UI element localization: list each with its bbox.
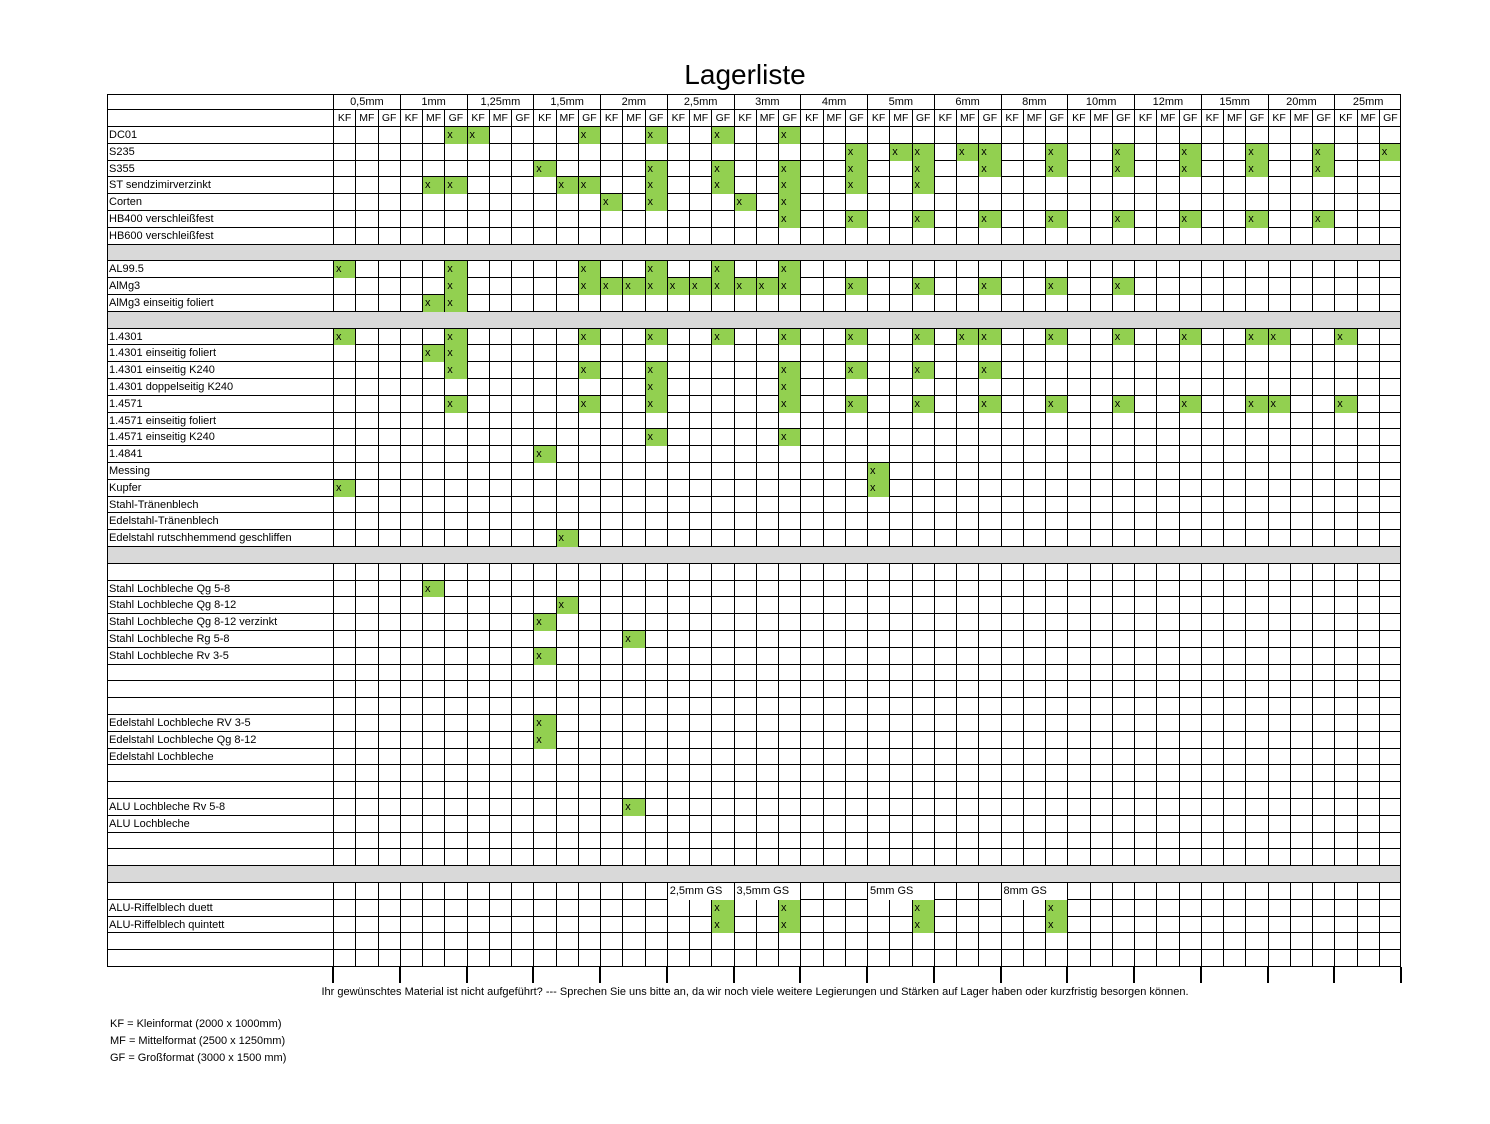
thickness-header: 2,5mm — [667, 94, 734, 110]
format-header: KF — [533, 110, 555, 127]
stock-mark-cell: x — [622, 631, 644, 648]
row-label: 1.4301 doppelseitig K240 — [109, 381, 234, 393]
stock-mark-cell: x — [1179, 161, 1201, 178]
format-header: GF — [1179, 110, 1201, 127]
format-header: MF — [1357, 110, 1379, 127]
stock-mark-cell: x — [778, 379, 800, 396]
stock-mark-cell: x — [645, 194, 667, 211]
stock-mark-cell: x — [444, 261, 466, 278]
stock-mark-cell: x — [578, 362, 600, 379]
stock-mark-cell: x — [1045, 329, 1067, 346]
format-header: MF — [1090, 110, 1112, 127]
stock-mark-cell: x — [711, 278, 733, 295]
row-label: Stahl Lochbleche Qg 5-8 — [109, 582, 231, 595]
stock-mark-cell: x — [645, 362, 667, 379]
row-label: 1.4571 — [109, 397, 143, 410]
stock-mark-cell: x — [845, 144, 867, 161]
stock-mark-cell: x — [889, 144, 911, 161]
stock-mark-cell: x — [1045, 161, 1067, 178]
stock-mark-cell: x — [422, 581, 444, 598]
format-header: GF — [978, 110, 1000, 127]
stock-mark-cell: x — [912, 161, 934, 178]
row-label: AlMg3 — [109, 280, 141, 293]
stock-mark-cell: x — [533, 715, 555, 732]
format-header: MF — [622, 110, 644, 127]
format-header: KF — [1067, 110, 1089, 127]
format-header: GF — [1045, 110, 1067, 127]
format-header: MF — [1156, 110, 1178, 127]
legend-gf: GF = Großformat (3000 x 1500 mm) — [110, 1052, 287, 1064]
format-header: MF — [756, 110, 778, 127]
row-label: Stahl Lochbleche Rg 5-8 — [109, 633, 230, 645]
stock-mark-cell: x — [778, 194, 800, 211]
thickness-header: 4mm — [800, 94, 867, 110]
stock-mark-cell: x — [734, 278, 756, 295]
stock-mark-cell: x — [978, 161, 1000, 178]
row-label: ST sendzimirverzinkt — [109, 179, 211, 192]
stock-mark-cell: x — [422, 345, 444, 362]
stock-mark-cell: x — [578, 177, 600, 194]
stock-mark-cell: x — [912, 177, 934, 194]
group-divider-tick — [532, 967, 534, 983]
stock-mark-cell: x — [1112, 161, 1134, 178]
group-divider-tick — [933, 967, 935, 983]
row-label: Edelstahl Lochbleche Qg 8-12 — [109, 733, 257, 746]
table-frame — [107, 94, 1401, 967]
stock-mark-cell: x — [600, 278, 622, 295]
stock-mark-cell: x — [444, 345, 466, 362]
stock-mark-cell: x — [556, 177, 578, 194]
format-header: KF — [934, 110, 956, 127]
stock-mark-cell: x — [711, 917, 733, 934]
riffel-thickness-header: 3,5mm GS — [734, 883, 801, 900]
legend-mf: MF = Mittelformat (2500 x 1250mm) — [110, 1035, 286, 1047]
stock-mark-cell: x — [711, 261, 733, 278]
stock-mark-cell: x — [711, 177, 733, 194]
stock-mark-cell: x — [622, 278, 644, 295]
stock-mark-cell: x — [845, 177, 867, 194]
row-label: Edelstahl Lochbleche — [109, 750, 214, 763]
group-divider-tick — [666, 967, 668, 983]
stock-mark-cell: x — [444, 362, 466, 379]
thickness-header: 3mm — [734, 94, 801, 110]
format-header: MF — [1023, 110, 1045, 127]
stock-mark-cell: x — [1268, 329, 1290, 346]
group-divider-tick — [466, 967, 468, 983]
row-label: 1.4301 einseitig K240 — [109, 364, 215, 377]
format-header: MF — [489, 110, 511, 127]
thickness-header: 2mm — [600, 94, 667, 110]
format-header: GF — [578, 110, 600, 127]
stock-mark-cell: x — [845, 362, 867, 379]
stock-mark-cell: x — [778, 900, 800, 917]
stock-mark-cell: x — [956, 329, 978, 346]
stock-mark-cell: x — [556, 597, 578, 614]
stock-mark-cell: x — [778, 261, 800, 278]
stock-mark-cell: x — [867, 480, 889, 497]
stock-mark-cell: x — [578, 278, 600, 295]
stock-mark-cell: x — [533, 161, 555, 178]
thickness-header: 25mm — [1334, 94, 1401, 110]
stock-mark-cell: x — [1112, 396, 1134, 413]
format-header: KF — [400, 110, 422, 127]
stock-mark-cell: x — [778, 278, 800, 295]
row-label: DC01 — [109, 129, 138, 141]
row-label: 1.4841 — [109, 448, 143, 461]
stock-mark-cell: x — [778, 329, 800, 346]
row-label: Corten — [109, 196, 143, 209]
stock-mark-cell: x — [1112, 278, 1134, 295]
format-header: GF — [912, 110, 934, 127]
thickness-header: 1mm — [400, 94, 467, 110]
row-label: S235 — [109, 145, 135, 158]
group-divider-tick — [1066, 967, 1068, 983]
stock-mark-cell: x — [667, 278, 689, 295]
row-label: Stahl-Tränenblech — [109, 498, 199, 511]
stock-mark-cell: x — [711, 900, 733, 917]
format-header: MF — [889, 110, 911, 127]
format-header: MF — [1223, 110, 1245, 127]
stock-mark-cell: x — [778, 429, 800, 446]
riffel-thickness-header: 2,5mm GS — [667, 883, 734, 900]
legend-kf: KF = Kleinformat (2000 x 1000mm) — [110, 1018, 282, 1030]
stock-mark-cell: x — [912, 362, 934, 379]
format-header: GF — [1245, 110, 1267, 127]
stock-mark-cell: x — [600, 194, 622, 211]
row-label: 1.4301 einseitig foliert — [109, 347, 217, 360]
stock-mark-cell: x — [444, 295, 466, 312]
stock-mark-cell: x — [645, 161, 667, 178]
stock-mark-cell: x — [645, 429, 667, 446]
row-label: Messing — [109, 465, 150, 477]
stock-mark-cell: x — [1312, 144, 1334, 161]
stock-mark-cell: x — [778, 177, 800, 194]
thickness-header: 1,5mm — [533, 94, 600, 110]
row-label: ALU-Riffelblech quintett — [109, 918, 225, 931]
stock-mark-cell: x — [778, 161, 800, 178]
stock-mark-cell: x — [912, 211, 934, 228]
stock-mark-cell: x — [1179, 211, 1201, 228]
stock-mark-cell: x — [689, 278, 711, 295]
stock-mark-cell: x — [734, 194, 756, 211]
row-label: 1.4571 einseitig K240 — [109, 431, 215, 444]
thickness-header: 8mm — [1001, 94, 1068, 110]
stock-mark-cell: x — [912, 329, 934, 346]
stock-mark-cell: x — [978, 278, 1000, 295]
format-header: GF — [645, 110, 667, 127]
format-header: GF — [511, 110, 533, 127]
format-header: MF — [1290, 110, 1312, 127]
group-divider-tick — [1200, 967, 1202, 983]
stock-mark-cell: x — [1179, 396, 1201, 413]
stock-mark-cell: x — [1245, 329, 1267, 346]
row-label: AL99.5 — [109, 263, 144, 276]
thickness-header: 12mm — [1134, 94, 1201, 110]
stock-mark-cell: x — [912, 917, 934, 934]
stock-mark-cell: x — [1312, 161, 1334, 178]
stock-mark-cell: x — [645, 278, 667, 295]
stock-mark-cell: x — [1245, 211, 1267, 228]
format-header: KF — [1134, 110, 1156, 127]
stock-mark-cell: x — [1245, 161, 1267, 178]
stock-mark-cell: x — [978, 362, 1000, 379]
thickness-header: 20mm — [1268, 94, 1335, 110]
stock-mark-cell: x — [578, 329, 600, 346]
group-divider-tick — [1400, 967, 1402, 983]
stock-mark-cell: x — [711, 161, 733, 178]
format-header: KF — [734, 110, 756, 127]
stock-mark-cell: x — [444, 329, 466, 346]
stock-mark-cell: x — [912, 278, 934, 295]
stock-mark-cell: x — [645, 177, 667, 194]
stock-mark-cell: x — [1045, 917, 1067, 934]
format-header: GF — [778, 110, 800, 127]
format-header: GF — [1379, 110, 1401, 127]
group-divider-tick — [1267, 967, 1269, 983]
format-header: KF — [467, 110, 489, 127]
stock-mark-cell: x — [645, 379, 667, 396]
stock-mark-cell: x — [1179, 144, 1201, 161]
stock-mark-cell: x — [444, 396, 466, 413]
stock-mark-cell: x — [622, 799, 644, 816]
group-divider-tick — [332, 967, 334, 983]
stock-mark-cell: x — [845, 396, 867, 413]
stock-mark-cell: x — [912, 396, 934, 413]
format-header: KF — [1334, 110, 1356, 127]
stock-mark-cell: x — [333, 261, 355, 278]
format-header: KF — [333, 110, 355, 127]
stock-mark-cell: x — [1112, 144, 1134, 161]
stock-mark-cell: x — [978, 329, 1000, 346]
stock-mark-cell: x — [1245, 144, 1267, 161]
stock-mark-cell: x — [845, 329, 867, 346]
stock-mark-cell: x — [533, 446, 555, 463]
stock-mark-cell: x — [1334, 329, 1356, 346]
row-label: ALU Lochbleche — [109, 817, 190, 830]
format-header: MF — [823, 110, 845, 127]
stock-mark-cell: x — [1045, 211, 1067, 228]
stock-mark-cell: x — [1334, 396, 1356, 413]
format-header: KF — [867, 110, 889, 127]
stock-mark-cell: x — [1112, 329, 1134, 346]
group-divider-tick — [1333, 967, 1335, 983]
format-header: GF — [378, 110, 400, 127]
stock-mark-cell: x — [711, 329, 733, 346]
stock-mark-cell: x — [778, 127, 800, 144]
group-divider-tick — [866, 967, 868, 983]
stock-mark-cell: x — [444, 278, 466, 295]
row-label: Stahl Lochbleche Qg 8-12 verzinkt — [109, 616, 278, 629]
stock-mark-cell: x — [578, 127, 600, 144]
group-divider-tick — [733, 967, 735, 983]
stock-mark-cell: x — [533, 648, 555, 665]
thickness-header: 1,25mm — [467, 94, 534, 110]
format-header: KF — [800, 110, 822, 127]
stock-mark-cell: x — [978, 144, 1000, 161]
stock-mark-cell: x — [778, 362, 800, 379]
thickness-header: 6mm — [934, 94, 1001, 110]
row-label: Stahl Lochbleche Qg 8-12 — [109, 599, 237, 612]
notice-text: Ihr gewünschtes Material ist nicht aufgeführt? --- Sprechen Sie uns bitte an, da wir noch viele weitere Legierungen und Stärken auf Lager haben oder kurzfristig besorgen können. — [321, 986, 1189, 998]
stock-mark-cell: x — [867, 463, 889, 480]
format-header: MF — [422, 110, 444, 127]
thickness-header: 0,5mm — [333, 94, 400, 110]
format-header: GF — [845, 110, 867, 127]
stock-mark-cell: x — [422, 295, 444, 312]
stock-mark-cell: x — [778, 211, 800, 228]
stock-mark-cell: x — [645, 329, 667, 346]
format-header: GF — [444, 110, 466, 127]
format-header: GF — [1112, 110, 1134, 127]
row-label: Stahl Lochbleche Rv 3-5 — [109, 649, 229, 662]
stock-mark-cell: x — [422, 177, 444, 194]
group-divider-tick — [399, 967, 401, 983]
stock-mark-cell: x — [1045, 900, 1067, 917]
stock-mark-cell: x — [444, 177, 466, 194]
stock-mark-cell: x — [533, 732, 555, 749]
stock-mark-cell: x — [978, 396, 1000, 413]
format-header: KF — [1268, 110, 1290, 127]
stock-mark-cell: x — [845, 211, 867, 228]
row-label: HB400 verschleißfest — [109, 213, 214, 225]
stock-mark-cell: x — [578, 396, 600, 413]
stock-mark-cell: x — [556, 530, 578, 547]
row-label: 1.4571 einseitig foliert — [109, 414, 217, 427]
stock-mark-cell: x — [1045, 278, 1067, 295]
row-label: S355 — [109, 162, 135, 175]
stock-mark-cell: x — [912, 900, 934, 917]
group-divider-tick — [1133, 967, 1135, 983]
stock-mark-cell: x — [1312, 211, 1334, 228]
stock-mark-cell: x — [533, 614, 555, 631]
stock-mark-cell: x — [333, 329, 355, 346]
stock-mark-cell: x — [1179, 329, 1201, 346]
format-header: MF — [556, 110, 578, 127]
row-label: ALU Lochbleche Rv 5-8 — [109, 801, 226, 813]
stock-mark-cell: x — [845, 278, 867, 295]
stock-mark-cell: x — [1045, 396, 1067, 413]
row-label: Edelstahl rutschhemmend geschliffen — [109, 532, 292, 545]
page-title: Lagerliste — [684, 59, 806, 90]
stock-mark-cell: x — [444, 127, 466, 144]
format-header: GF — [1312, 110, 1334, 127]
format-header: KF — [1201, 110, 1223, 127]
format-header: KF — [667, 110, 689, 127]
row-label: Edelstahl Lochbleche RV 3-5 — [109, 717, 251, 729]
stock-mark-cell: x — [756, 278, 778, 295]
group-divider-tick — [1000, 967, 1002, 983]
row-label: 1.4301 — [109, 330, 143, 343]
stock-mark-cell: x — [578, 261, 600, 278]
format-header: KF — [1001, 110, 1023, 127]
stock-mark-cell: x — [711, 127, 733, 144]
stock-mark-cell: x — [778, 917, 800, 934]
format-header: KF — [600, 110, 622, 127]
stock-mark-cell: x — [1268, 396, 1290, 413]
group-divider-tick — [799, 967, 801, 983]
thickness-header: 15mm — [1201, 94, 1268, 110]
stock-mark-cell: x — [1112, 211, 1134, 228]
stock-mark-cell: x — [845, 161, 867, 178]
stock-mark-cell: x — [778, 396, 800, 413]
stock-mark-cell: x — [1245, 396, 1267, 413]
format-header: GF — [711, 110, 733, 127]
stock-mark-cell: x — [978, 211, 1000, 228]
thickness-header: 10mm — [1067, 94, 1134, 110]
stock-mark-cell: x — [956, 144, 978, 161]
riffel-thickness-header: 8mm GS — [1001, 883, 1068, 900]
format-header: MF — [689, 110, 711, 127]
thickness-header: 5mm — [867, 94, 934, 110]
stock-mark-cell: x — [645, 261, 667, 278]
row-label: ALU-Riffelblech duett — [109, 901, 213, 914]
format-header: MF — [956, 110, 978, 127]
row-label: AlMg3 einseitig foliert — [109, 297, 214, 309]
stock-mark-cell: x — [1045, 144, 1067, 161]
stock-mark-cell: x — [467, 127, 489, 144]
riffel-thickness-header: 5mm GS — [867, 883, 934, 900]
stock-mark-cell: x — [645, 127, 667, 144]
stock-mark-cell: x — [333, 480, 355, 497]
group-divider-tick — [599, 967, 601, 983]
row-label: Kupfer — [109, 481, 142, 494]
format-header: MF — [355, 110, 377, 127]
row-label: HB600 verschleißfest — [109, 229, 214, 242]
stock-mark-cell: x — [912, 144, 934, 161]
row-label: Edelstahl-Tränenblech — [109, 515, 219, 528]
stock-mark-cell: x — [645, 396, 667, 413]
stock-mark-cell: x — [1379, 144, 1401, 161]
